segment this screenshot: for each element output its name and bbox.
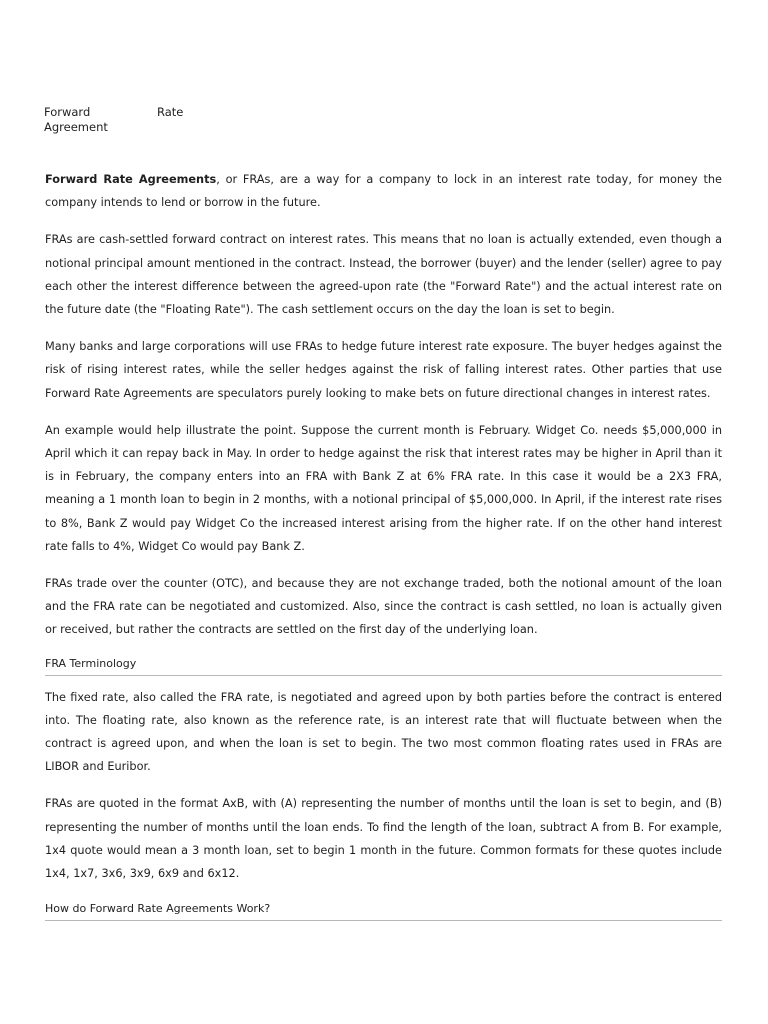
intro-text: , or FRAs, are a way for a company to lock in an interest rate today, for money the company intends to lend or borrow in the future. <box>45 173 722 210</box>
paragraph-hedging: Many banks and large corporations will use FRAs to hedge future interest rate exposure. The buyer hedges against the risk of rising interest rates, while the seller hedges against the risk of falling interest rates. Other parties that use Forward Rate Agreements are speculators purely looking to make bets on future directional changes in interest rates. <box>45 340 722 400</box>
heading-how-fras-work: How do Forward Rate Agreements Work? <box>45 901 722 921</box>
title-word-forward: Forward <box>44 105 91 119</box>
heading-fra-terminology: FRA Terminology <box>45 656 722 676</box>
title-word-rate: Rate <box>157 105 184 119</box>
paragraph-quote-format: FRAs are quoted in the format AxB, with (A) representing the number of months until the loan is set to begin, and (B) representing the number of months until the loan ends. To find the length of the loan, subtract A from B. For example, 1x4 quote would mean a 3 month loan, set to begin 1 month in the future. Common formats for these quotes include 1x4, 1x7, 3x6, 3x9, 6x9 and 6x12. <box>45 797 722 881</box>
document-body <box>45 168 722 931</box>
paragraph-fixed-rate: The fixed rate, also called the FRA rate, is negotiated and agreed upon by both parties before the contract is entered into. The floating rate, also known as the reference rate, is an interest rate that will fluctuate between when the contract is agreed upon, and when the loan is set to begin. The two most common floating rates used in FRAs are LIBOR and Euribor. <box>45 690 722 774</box>
paragraph-cash-settled: FRAs are cash-settled forward contract on interest rates. This means that no loan is actually extended, even though a notional principal amount mentioned in the contract. Instead, the borrower (buyer) and the lender (seller) agree to pay each other the interest difference between the agreed-upon rate (the "Forward Rate") and the actual interest rate on the future date (the "Floating Rate"). The cash settlement occurs on the day the loan is set to begin. <box>45 233 722 317</box>
paragraph-otc: FRAs trade over the counter (OTC), and because they are not exchange traded, both the notional amount of the loan and the FRA rate can be negotiated and customized. Also, since the contract is cash settled, no loan is actually given or received, but rather the contracts are settled on the first day of the underlying loan. <box>45 577 722 637</box>
paragraph-example: An example would help illustrate the point. Suppose the current month is February. Widget Co. needs $5,000,000 in April which it can repay back in May. In order to hedge against the risk that interest rates may be higher in April than it is in February, the company enters into an FRA with Bank Z at 6% FRA rate. In this case it would be a 2X3 FRA, meaning a 1 month loan to begin in 2 months, with a notional principal of $5,000,000. In April, if the interest rate rises to 8%, Bank Z would pay Widget Co the increased interest arising from the higher rate. If on the other hand interest rate falls to 4%, Widget Co would pay Bank Z. <box>45 423 722 553</box>
title-word-agreement: Agreement <box>44 120 108 134</box>
paragraph-intro <box>45 168 722 214</box>
intro-bold-term: Forward Rate Agreements <box>45 173 217 186</box>
